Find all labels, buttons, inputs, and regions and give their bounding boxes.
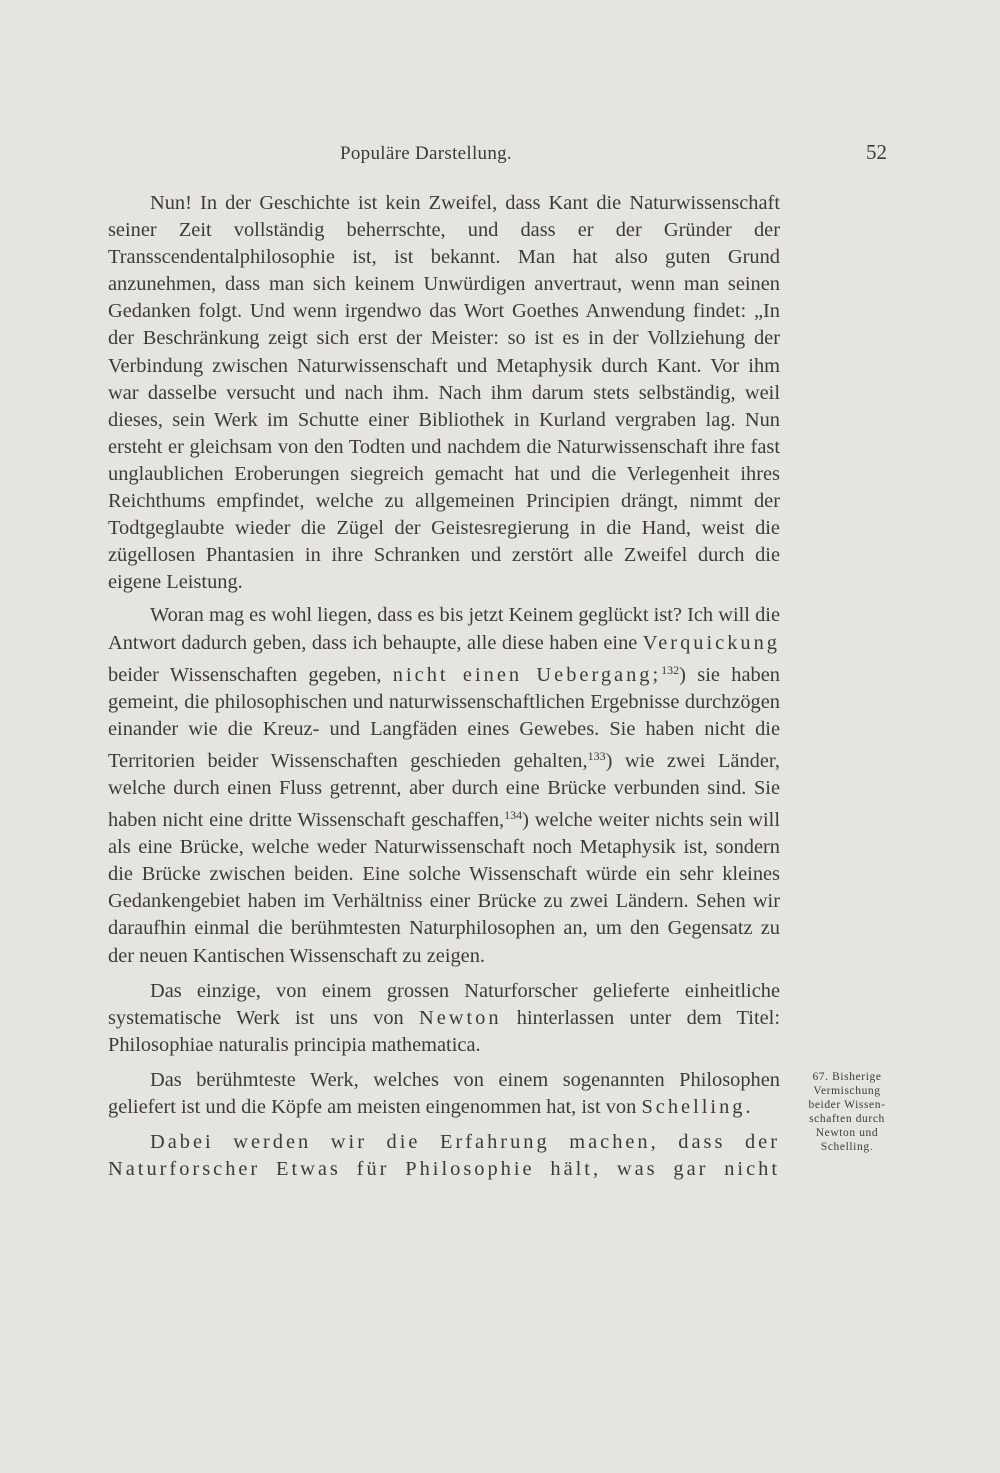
- paragraph-2: [108, 602, 780, 969]
- paragraph-4-text: Das berühmteste Werk, welches von einem sogenannten Philosophen geliefert ist und die Köpfe am meisten eingenommen hat, ist von: [108, 1068, 780, 1118]
- marginal-note-line: beider Wissen-: [808, 1099, 886, 1111]
- paragraph-3: [108, 978, 780, 1059]
- footnote-ref: 133: [587, 748, 606, 763]
- running-header: Populäre Darstellung.: [340, 143, 512, 164]
- emphasis-text: Newton: [418, 1006, 502, 1029]
- paragraph-4-text: .: [745, 1096, 751, 1118]
- marginal-note-line: Newton und: [815, 1127, 879, 1139]
- footnote-ref: 132: [661, 662, 680, 677]
- paragraph-1: Nun! In der Geschichte ist kein Zweifel, dass Kant die Naturwissenschaft seiner Zeit vollständig beherrschte, und dass er der Gründer der Transscendentalphilosophie ist, ist bekannt. Man hat also guten Grund anzunehmen, dass man sich keinem Unwürdigen anvertraut, wenn man seinen Gedanken folgt. Und wenn irgendwo das Wort Goethes Anwendung findet: „In der Beschränkung zeigt sich erst der Meister: so ist es in der Vollziehung der Verbindung zwischen Naturwissenschaft und Metaphysik durch Kant. Vor ihm war dasselbe versucht und nach ihm. Nach ihm darum stets selbständig, weil dieses, sein Werk im Schutte einer Bibliothek in Kurland vergraben lag. Nun ersteht er gleichsam von den Todten und nachdem die Naturwissenschaft ihre fast unglaublichen Eroberungen siegreich gemacht hat und die Verlegenheit ihres Reichthums empfindet, welche zu allgemeinen Principien drängt, nimmt der Todtgeglaubte wieder die Zügel der Geistesregierung in die Hand, weist die zügellosen Phantasien in ihre Schranken und zerstört alle Zweifel durch die eigene Leistung.: [108, 192, 780, 594]
- paragraph-5: Dabei werden wir die Erfahrung machen, dass der Naturforscher Etwas für Philosophie hält, was gar nicht: [108, 1131, 780, 1181]
- marginal-note-line: 67. Bisherige: [812, 1071, 882, 1083]
- body-text: [108, 190, 780, 1183]
- paragraph-2-text: Woran mag es wohl liegen, dass es bis jetzt Keinem geglückt ist? Ich will die Antwort dadurch geben, dass ich behaupte, alle diese haben eine: [108, 604, 780, 654]
- marginal-note-line: Schelling.: [820, 1141, 874, 1153]
- marginal-note-line: schaften durch: [809, 1113, 885, 1125]
- paragraph-3-text: Das einzige, von einem grossen Naturforscher gelieferte einheitliche systematische Werk ist uns von: [108, 979, 780, 1029]
- paragraph-2-text: ) sie haben gemeint, die philosophischen und naturwissenschaftlichen Ergebnisse durchzögen einander wie die Kreuz- und Langfäden eines Gewebes. Sie haben nicht die Territorien beider Wissenschaften geschieden gehalten,: [108, 663, 780, 772]
- paragraph-2-text: ) wie zwei Länder, welche durch einen Fluss getrennt, aber durch eine Brücke verbunden sind. Sie haben nicht eine dritte Wissenschaft geschaffen,: [108, 749, 780, 832]
- page-number: 52: [866, 140, 887, 164]
- paragraph-2-text: beider Wissenschaften gegeben,: [108, 663, 393, 686]
- marginal-note-line: Vermischung: [813, 1085, 881, 1097]
- footnote-ref: 134: [504, 808, 523, 823]
- paragraph-4: [108, 1067, 780, 1121]
- paragraph-3-text: hinterlassen unter dem Titel: Philosophiae naturalis principia mathematica.: [108, 1006, 781, 1056]
- paragraph-2-text: ) welche weiter nichts sein will als eine Brücke, welche weder Naturwissenschaft noch Metaphysik ist, sondern die Brücke zwischen beiden. Eine solche Wissenschaft würde ein sehr kleines Gedankengebiet haben im Verhältniss einer Brücke zu zwei Ländern. Sehen wir daraufhin einmal die berühmtesten Naturphilosophen an, um den Gegensatz zu der neuen Kantischen Wissenschaft zu zeigen.: [108, 809, 780, 967]
- emphasis-text: nicht einen Uebergang;: [392, 663, 662, 686]
- emphasis-text: Verquickung: [642, 631, 780, 654]
- marginal-note: [787, 1070, 907, 1154]
- emphasis-text: Schelling: [641, 1096, 746, 1118]
